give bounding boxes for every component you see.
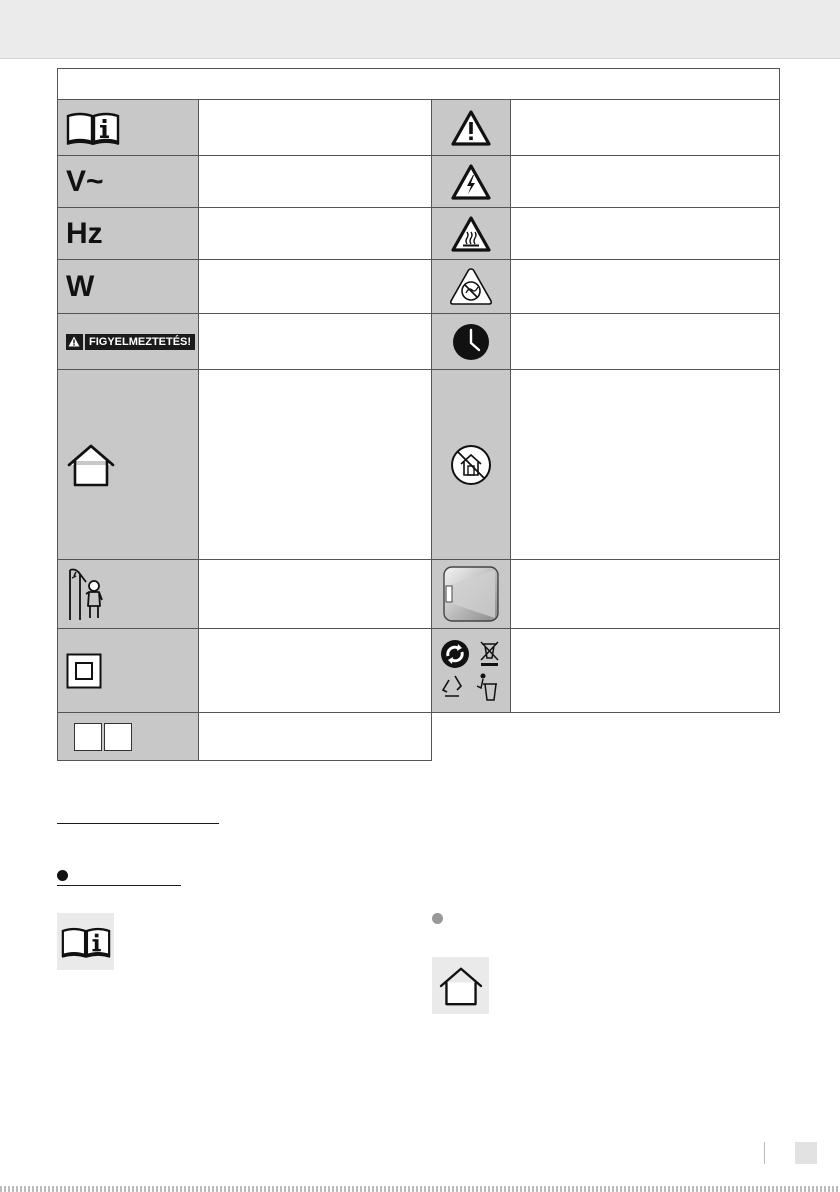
bottom-crop-strip [0,1186,840,1192]
symbols-table [57,68,780,761]
cell-classii-icon [57,628,199,713]
cell-frequency-icon [57,207,199,260]
cell-cert-desc [198,712,432,761]
cell-recycling-desc [510,628,780,713]
cell-nocover-icon [431,259,511,314]
cell-warning-label [57,313,199,370]
cell-child-desc [198,559,432,629]
timer-clock-icon [452,323,490,361]
manual-info-icon [66,110,120,146]
warning-triangle-icon [451,110,491,146]
cell-power-desc [198,259,432,314]
hot-surface-warning-icon [451,216,491,252]
cell-voltage-desc [198,155,432,208]
page-header-bar [0,0,840,59]
cell-recycling-icon [431,628,511,713]
cell-clock-desc [510,313,780,370]
child-safety-icon [66,566,112,622]
cell-shock-icon [431,155,511,208]
house-icon-box [432,957,489,1014]
cell-shock-desc [510,155,780,208]
cell-classii-desc [198,628,432,713]
warning-label-icon [66,334,195,350]
cell-cert-icon [57,712,199,761]
cell-manual-desc [198,99,432,156]
cell-frequency-desc [198,207,432,260]
cert-square [104,723,132,751]
cell-indoor-desc [198,369,432,560]
cell-heater-icon [431,559,511,629]
cell-warning-icon [431,99,511,156]
cell-warning-label-desc [198,313,432,370]
cell-heater-desc [510,559,780,629]
section-heading-underline [57,823,219,824]
power-unit-icon: W [66,269,95,303]
cell-nocover-desc [510,259,780,314]
manual-icon-box [57,913,114,970]
certification-squares-icon [66,723,132,751]
warning-mini-icon [68,336,80,347]
subsection-heading-underline [57,885,181,886]
no-covering-warning-icon [449,267,493,307]
page-number-separator [764,1142,765,1164]
cell-hot-icon [431,207,511,260]
indoor-use-house-icon-large [438,966,484,1006]
not-for-outdoor-use-icon [450,444,492,486]
cert-square [74,723,102,751]
manual-info-icon-large [61,925,111,959]
protection-class-ii-icon [66,653,102,689]
table-header-row [57,68,780,100]
section-bullet-grey [432,913,443,924]
voltage-unit-icon: V~ [66,164,104,198]
cell-indoor-icon [57,369,199,560]
cell-clock-icon [431,313,511,370]
warning-label-text: FIGYELMEZTETÉS! [89,335,192,348]
cell-power-icon [57,259,199,314]
indoor-use-house-icon [66,443,116,487]
page-number-box [795,1142,817,1164]
radiant-heater-icon [443,566,499,622]
cell-manual-icon [57,99,199,156]
cell-nooutdoor-desc [510,369,780,560]
recycling-disposal-icon [439,638,503,704]
cell-warning-desc [510,99,780,156]
cell-hot-desc [510,207,780,260]
cell-nooutdoor-icon [431,369,511,560]
frequency-unit-icon: Hz [66,216,103,250]
cell-child-icon [57,559,199,629]
warning-label-separator [83,334,85,350]
section-bullet-dark [57,870,68,881]
cell-voltage-icon [57,155,199,208]
electric-shock-warning-icon [451,164,491,200]
